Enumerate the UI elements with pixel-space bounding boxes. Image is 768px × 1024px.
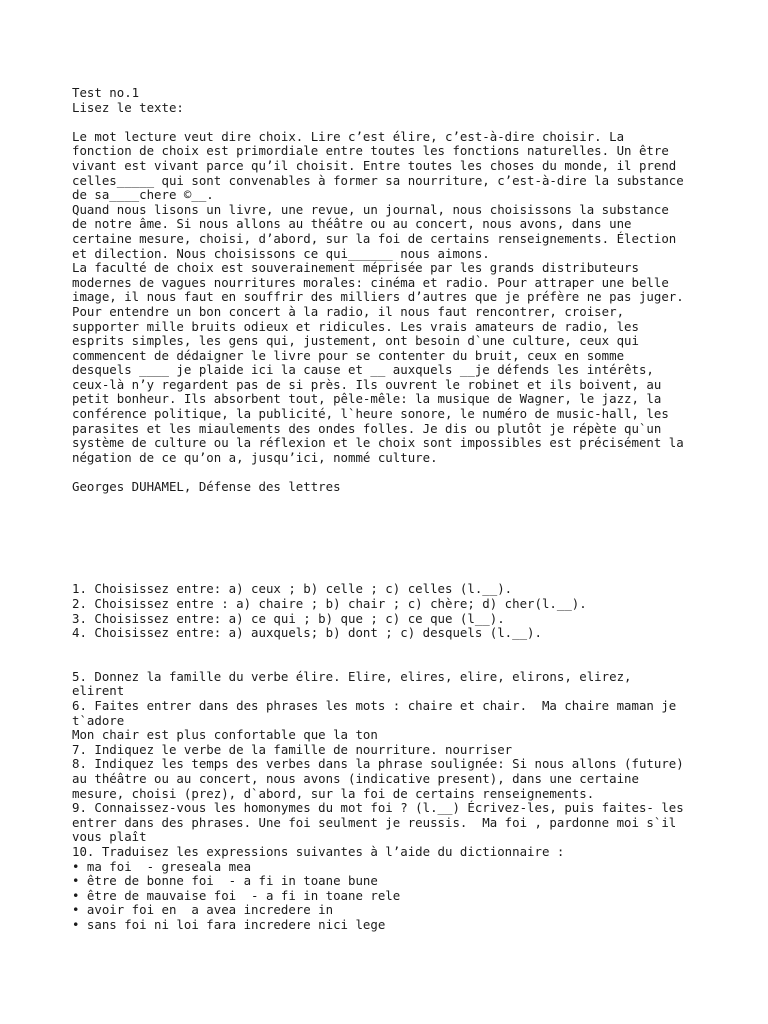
passage-line: commencent de dédaigner le livre pour se contenter du bruit, ceux en somme: [72, 347, 625, 363]
question-item: 4. Choisissez entre: a) auxquels; b) dont ; c) desquels (l.__).: [72, 625, 542, 641]
spacer: [72, 568, 697, 583]
list-item: • être de mauvaise foi - a fi in toane rele: [72, 887, 401, 903]
question-line: 10. Traduisez les expressions suivantes à l’aide du dictionnaire :: [72, 843, 565, 859]
test-title: Test no.1: [72, 85, 140, 100]
question-line: entrer dans des phrases. Une foi seulment je reussis. Ma foi , pardonne moi s`il: [72, 814, 677, 830]
question-line: Mon chair est plus confortable que la ton: [72, 727, 378, 743]
spacer: [72, 495, 697, 554]
question-line: 6. Faites entrer dans des phrases les mots : chaire et chair. Ma chaire maman je: [72, 697, 677, 713]
passage-line: celles_____ qui sont convenables à former sa nourriture, c’est-à-dire la substance: [72, 172, 684, 188]
expressions-list: [72, 860, 697, 933]
passage-line: desquels ____ je plaide ici la cause et __ auxquels __je défends les intérêts,: [72, 362, 654, 378]
passage-line: et dilection. Nous choisissons ce qui______ nous aimons.: [72, 245, 490, 261]
list-item: • ma foi - greseala mea: [72, 858, 252, 874]
question-line: mesure, choisi (prez), d`abord, sur la foi de certains renseignements.: [72, 785, 595, 801]
question-item: 2. Choisissez entre : a) chaire ; b) chair ; c) chère; d) cher(l.__).: [72, 596, 587, 611]
choice-questions: [72, 582, 697, 640]
passage-line: système de culture ou la réflexion et le choix sont impossibles est précisément la: [72, 435, 684, 451]
question-item: 3. Choisissez entre: a) ce qui ; b) que ; c) ce que (l__).: [72, 610, 505, 626]
question-line: au théâtre ou au concert, nous avons (indicative present), dans une certaine: [72, 770, 639, 786]
author-citation: Georges DUHAMEL, Défense des lettres: [72, 479, 341, 495]
document-page: [72, 86, 697, 932]
question-line: 7. Indiquez le verbe de la famille de nourriture. nourriser: [72, 741, 513, 757]
passage-line: image, il nous faut en souffrir des milliers d’autres que je préfère ne pas juger.: [72, 289, 684, 305]
spacer: [72, 641, 697, 670]
passage-line: petit bonheur. Ils absorbent tout, pêle-mêle: la musique de Wagner, le jazz, la: [72, 391, 662, 407]
passage-line: de sa____chere ©__.: [72, 187, 214, 203]
passage-line: Pour entendre un bon concert à la radio, il nous faut rencontrer, croiser,: [72, 303, 625, 319]
question-item: 1. Choisissez entre: a) ceux ; b) celle ; c) celles (l.__).: [72, 581, 513, 597]
passage-line: fonction de choix est primordiale entre toutes les fonctions naturelles. Un être: [72, 143, 669, 159]
question-line: t`adore: [72, 712, 125, 728]
passage-line: La faculté de choix est souverainement méprisée par les grands distributeurs: [72, 260, 639, 276]
question-line: 5. Donnez la famille du verbe élire. Elire, elires, elire, elirons, elirez,: [72, 668, 632, 684]
question-line: vous plaît: [72, 829, 147, 845]
passage-line: de notre âme. Si nous allons au théâtre ou au concert, nous avons, dans une: [72, 216, 632, 232]
spacer: [72, 553, 697, 568]
passage-line: Le mot lecture veut dire choix. Lire c’est élire, c’est-à-dire choisir. La: [72, 128, 625, 144]
passage-line: modernes de vagues nourritures morales: cinéma et radio. Pour attraper une belle: [72, 274, 669, 290]
passage-line: ceux-là n’y regardent pas de si près. Ils ouvrent le robinet et ils boivent, au: [72, 376, 662, 392]
question-line: elirent: [72, 683, 125, 699]
list-item: • sans foi ni loi fara incredere nici lege: [72, 916, 386, 932]
spacer: [72, 115, 697, 130]
list-item: • être de bonne foi - a fi in toane bune: [72, 873, 378, 889]
list-item: • avoir foi en a avea incredere in: [72, 902, 334, 918]
passage-line: certaine mesure, choisi, d’abord, sur la foi de certains renseignements. Élection: [72, 230, 677, 246]
open-questions: [72, 670, 697, 860]
question-line: 9. Connaissez-vous les homonymes du mot foi ? (l.__) Écrivez-les, puis faites- les: [72, 800, 684, 816]
passage-line: esprits simples, les gens qui, justement, ont besoin d`une culture, ceux qui: [72, 333, 639, 349]
question-line: 8. Indiquez les temps des verbes dans la phrase soulignée: Si nous allons (future): [72, 756, 684, 772]
passage-line: négation de ce qu’on a, jusqu’ici, nommé culture.: [72, 449, 438, 465]
passage-line: Quand nous lisons un livre, une revue, un journal, nous choisissons la substance: [72, 201, 669, 217]
reading-passage: [72, 130, 697, 466]
spacer: [72, 465, 697, 480]
passage-line: vivant est vivant parce qu’il choisit. Entre toutes les choses du monde, il prend: [72, 157, 677, 173]
passage-line: supporter mille bruits odieux et ridicules. Les vrais amateurs de radio, les: [72, 318, 639, 334]
passage-line: conférence politique, la publicité, l`heure sonore, le numéro de music-hall, les: [72, 406, 669, 422]
reading-instruction: Lisez le texte:: [72, 99, 184, 115]
passage-line: parasites et les miaulements des ondes folles. Je dis ou plutôt je répète qu`un: [72, 420, 662, 436]
